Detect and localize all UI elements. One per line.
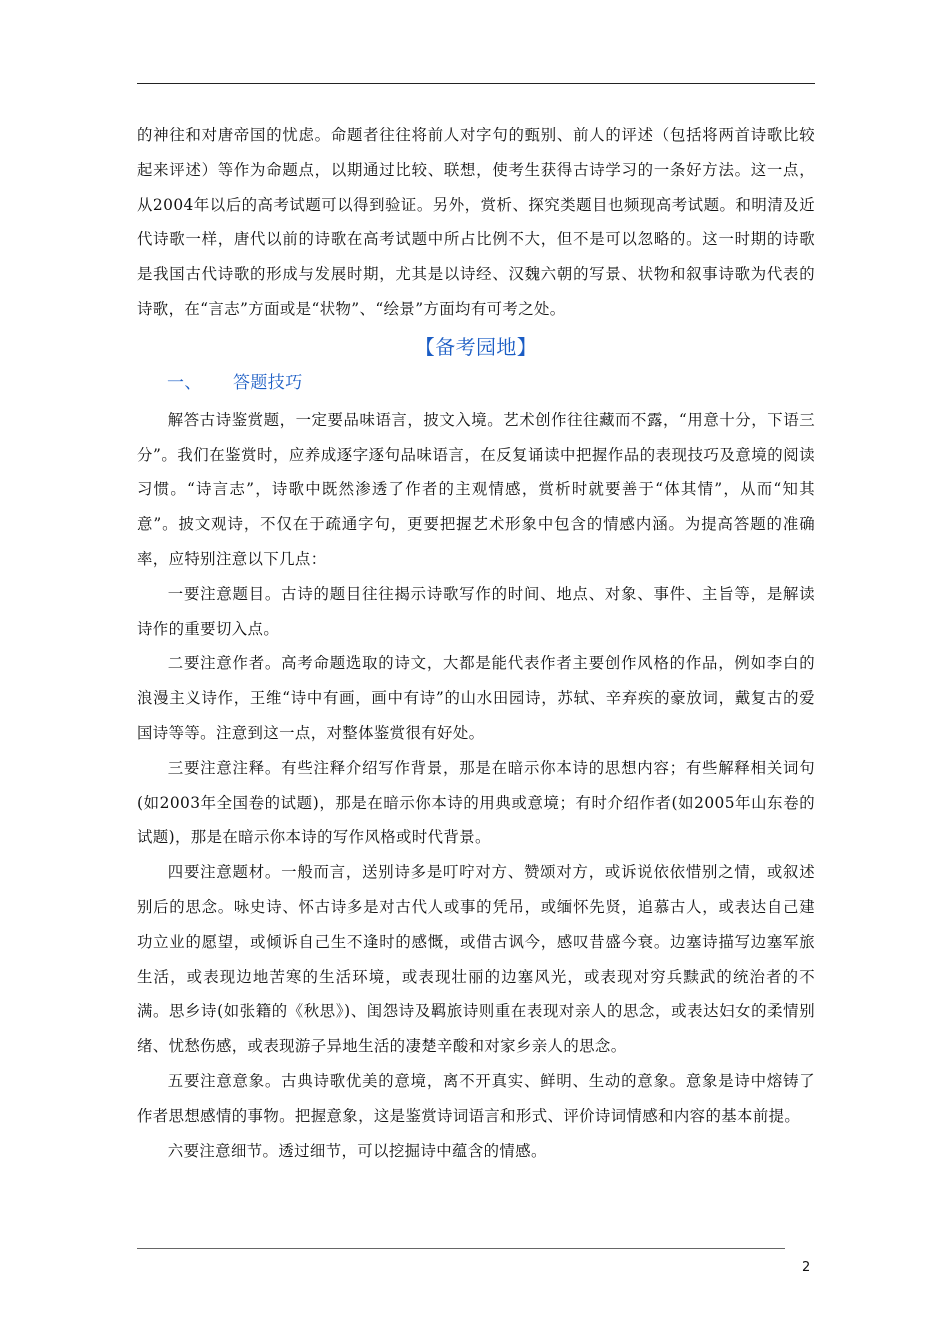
document-body: [137, 118, 815, 1168]
subheading-number: 一、: [167, 372, 202, 393]
paragraph-point-3: 三要注意注释。有些注释介绍写作背景，那是在暗示你本诗的思想内容；有些解释相关词句(如2003年全国卷的试题)，那是在暗示你本诗的用典或意境；有时介绍作者(如2005年山东卷的试题)，那是在暗示你本诗的写作风格或时代背景。: [137, 758, 815, 847]
section-title: 【备考园地】: [414, 334, 538, 359]
paragraph-point-1: 一要注意题目。古诗的题目往往揭示诗歌写作的时间、地点、对象、事件、主旨等，是解读诗作的重要切入点。: [137, 584, 815, 638]
intro-paragraph: 的神往和对唐帝国的忧虑。命题者往往将前人对字句的甄别、前人的评述（包括将两首诗歌比较起来评述）等作为命题点，以期通过比较、联想，使考生获得古诗学习的一条好方法。这一点，从2004年以后的高考试题可以得到验证。另外，赏析、探究类题目也频现高考试题。和明清及近代诗歌一样，唐代以前的诗歌在高考试题中所占比例不大，但不是可以忽略的。这一时期的诗歌是我国古代诗歌的形成与发展时期，尤其是以诗经、汉魏六朝的写景、状物和叙事诗歌为代表的诗歌，在“言志”方面或是“状物”、“绘景”方面均有可考之处。: [137, 126, 815, 318]
footer-rule: [137, 1248, 785, 1249]
paragraph-point-5: 五要注意意象。古典诗歌优美的意境，离不开真实、鲜明、生动的意象。意象是诗中熔铸了作者思想感情的事物。把握意象，这是鉴赏诗词语言和形式、评价诗词情感和内容的基本前提。: [137, 1071, 815, 1125]
paragraph-point-6: 六要注意细节。透过细节，可以挖掘诗中蕴含的情感。: [167, 1141, 547, 1160]
page-number: 2: [802, 1260, 811, 1275]
header-rule: [137, 83, 815, 84]
subheading-text: 答题技巧: [233, 372, 303, 393]
paragraph-point-4: 四要注意题材。一般而言，送别诗多是叮咛对方、赞颂对方，或诉说依依惜别之情，或叙述别后的思念。咏史诗、怀古诗多是对古代人或事的凭吊，或缅怀先贤，追慕古人，或表达自己建功立业的愿望，或倾诉自己生不逢时的感慨，或借古讽今，感叹昔盛今衰。边塞诗描写边塞军旅生活，或表现边地苦寒的生活环境，或表现壮丽的边塞风光，或表现对穷兵黩武的统治者的不满。思乡诗(如张籍的《秋思》)、闺怨诗及羁旅诗则重在表现对亲人的思念，或表达妇女的柔情别绪、忧愁伤感，或表现游子异地生活的凄楚辛酸和对家乡亲人的思念。: [137, 863, 815, 1056]
paragraph-intro-tips: 解答古诗鉴赏题，一定要品味语言，披文入境。艺术创作往往藏而不露，“用意十分，下语三分”。我们在鉴赏时，应养成逐字逐句品味语言，在反复诵读中把握作品的表现技巧及意境的阅读习惯。“诗言志”，诗歌中既然渗透了作者的主观情感，赏析时就要善于“体其情”，从而“知其意”。披文观诗，不仅在于疏通字句，更要把握艺术形象中包含的情感内涵。为提高答题的准确率，应特别注意以下几点：: [137, 410, 815, 568]
subheading: [137, 365, 815, 401]
paragraph-point-2: 二要注意作者。高考命题选取的诗文，大都是能代表作者主要创作风格的作品，例如李白的浪漫主义诗作，王维“诗中有画，画中有诗”的山水田园诗，苏轼、辛弃疾的豪放词，戴复古的爱国诗等等。注意到这一点，对整体鉴赏很有好处。: [137, 654, 815, 742]
